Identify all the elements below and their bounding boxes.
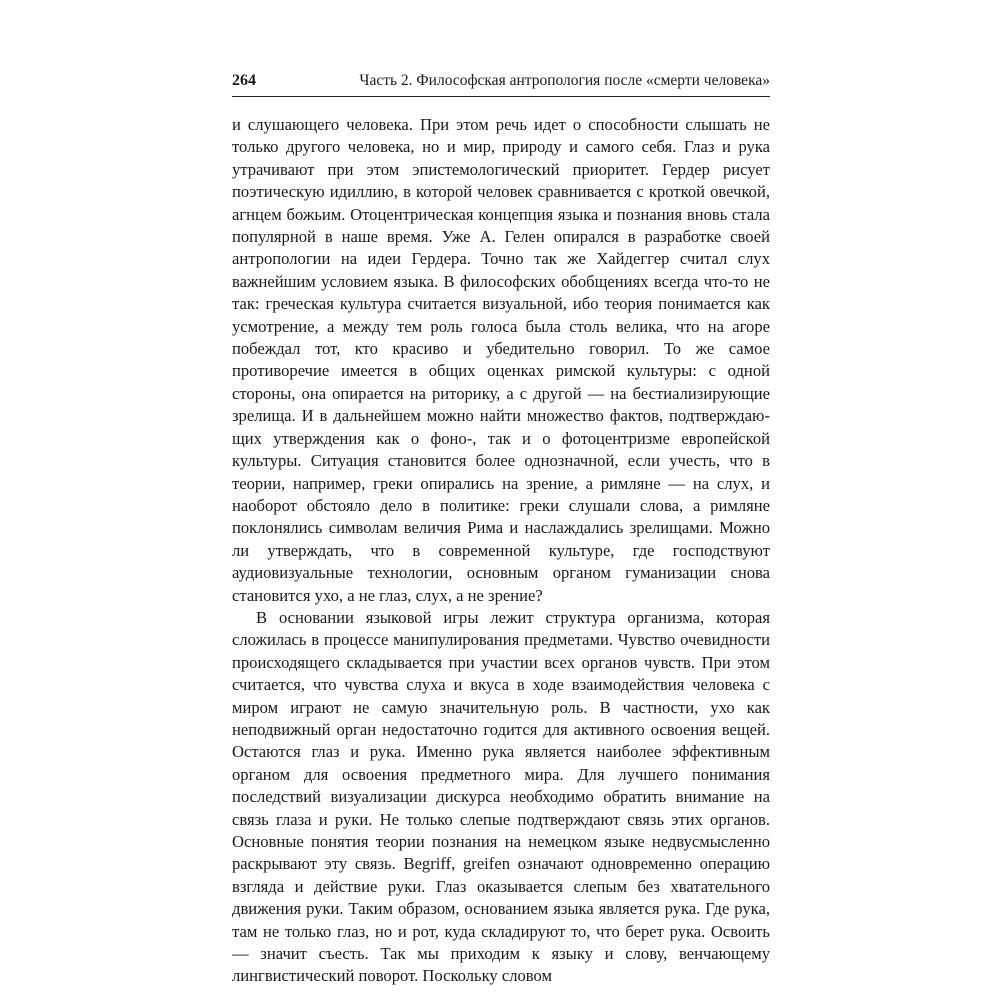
page-header <box>232 68 770 94</box>
header-rule <box>232 96 770 97</box>
paragraph-1: и слушающего человека. При этом речь идет о способности слышать не только другого человека, но и мир, природу и самого себя. Глаз и рука утрачивают при этом эпистемологический приоритет. Гердер рисует поэтическую идиллию, в которой человек сравнивается с кроткой овечкой, агнцем божьим. Отоцентрическая концепция языка и познания вновь стала популярной в наше время. Уже А. Гелен опирался в разработке своей антропологии на идеи Гердера. Точно так же Хайдеггер считал слух важнейшим условием языка. В философских обобщениях всегда что-то не так: греческая культура считается визуальной, ибо теория понимается как усмотрение, а между тем роль голоса была столь велика, что на агоре побеждал тот, кто красиво и убедительно говорил. То же самое противоречие имеется в общих оценках римской культуры: с одной стороны, она опирается на риторику, а с другой — на бестиализирующие зрелища. И в дальнейшем можно найти множество фактов, подтверждающих утверждения как о фоно-, так и о фотоцентризме европейской культуры. Ситуация становится более однозначной, если учесть, что в теории, например, греки опирались на зрение, а римляне — на слух, и наоборот обстояло дело в политике: греки слушали слова, а римляне поклонялись символам величия Рима и наслаждались зрелищами. Можно ли утверждать, что в современной культуре, где господствуют аудиовизуальные технологии, основным органом гуманизации снова становится ухо, а не глаз, слух, а не зрение? <box>232 115 770 605</box>
body-text <box>232 114 770 988</box>
running-head: Часть 2. Философская антропология после «смерти человека» <box>359 72 770 89</box>
page-number: 264 <box>232 72 256 89</box>
paragraph-2: В основании языковой игры лежит структура организма, которая сложилась в процессе манипулирования предметами. Чувство очевидности происходящего складывается при участии всех органов чувств. При этом считается, что чувства слуха и вкуса в ходе взаимодействия человека с миром играют не самую значительную роль. В частности, ухо как неподвижный орган недостаточно годится для активного освоения вещей. Остаются глаз и рука. Именно рука является наиболее эффективным органом для освоения предметного мира. Для лучшего понимания последствий визуализации дискурса необходимо обратить внимание на связь глаза и руки. Не только слепые подтверждают связь этих органов. Основные понятия теории познания на немецком языке недвусмысленно раскрывают эту связь. Begriff, greifen означают одновременно операцию взгляда и действие руки. Глаз оказывается слепым без хватательного движения руки. Таким образом, основанием языка является рука. Где рука, там не только глаз, но и рот, куда складируют то, что берет рука. Освоить — значит съесть. Так мы приходим к языку и слову, венчающему лингвистический поворот. Поскольку словом <box>232 607 770 986</box>
